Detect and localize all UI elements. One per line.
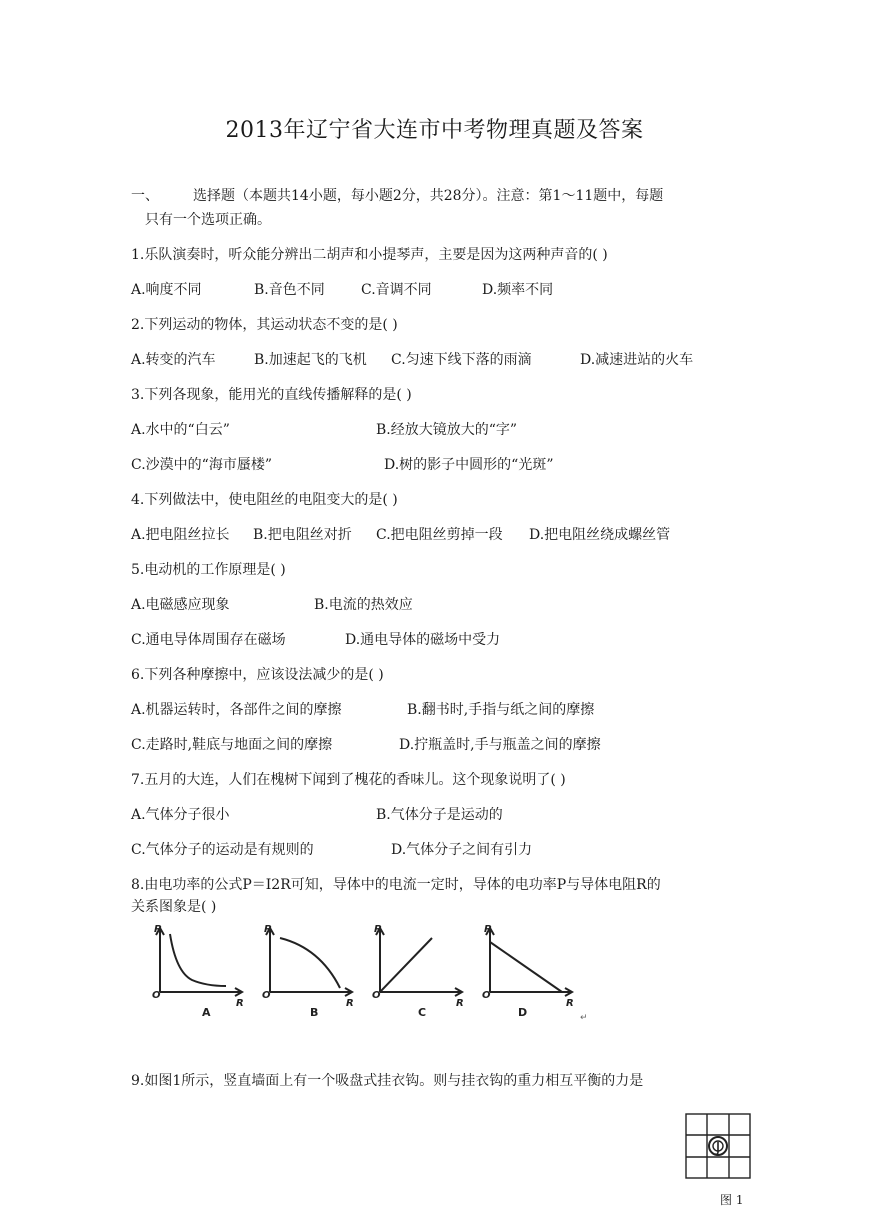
question-2-option-d: D.减速进站的火车 <box>580 352 694 368</box>
section-number: 一、 <box>131 188 159 204</box>
question-7-option-c: C.气体分子的运动是有规则的 <box>131 842 314 858</box>
graph-d-origin: O <box>482 990 491 1001</box>
question-7-stem: 7.五月的大连，人们在槐树下闻到了槐花的香味儿。这个现象说明了( ) <box>131 772 566 788</box>
question-5-option-a: A.电磁感应现象 <box>131 597 230 613</box>
question-1-option-b: B.音色不同 <box>254 282 325 298</box>
question-7-option-b: B.气体分子是运动的 <box>376 807 503 823</box>
question-7-option-d: D.气体分子之间有引力 <box>391 842 533 858</box>
question-3-option-c: C.沙漠中的“海市蜃楼” <box>131 457 272 473</box>
graph-b-curve <box>280 938 340 988</box>
question-6-option-b: B.翻书时,手指与纸之间的摩擦 <box>407 702 595 718</box>
return-mark: ↵ <box>580 1013 588 1022</box>
question-8-graphs <box>140 922 600 1022</box>
figure-1-hook <box>684 1112 754 1182</box>
question-5-option-d: D.通电导体的磁场中受力 <box>345 632 501 648</box>
question-6-option-a: A.机器运转时，各部件之间的摩擦 <box>131 702 342 718</box>
graph-c-origin: O <box>372 990 381 1001</box>
graph-d-line <box>490 942 562 992</box>
question-3-option-a: A.水中的“白云” <box>131 422 230 438</box>
graph-c-line <box>380 938 432 992</box>
question-3-option-d: D.树的影子中圆形的“光斑” <box>384 457 554 473</box>
question-6-option-d: D.拧瓶盖时,手与瓶盖之间的摩擦 <box>399 737 601 753</box>
graph-d <box>486 928 572 996</box>
question-1-option-d: D.频率不同 <box>482 282 554 298</box>
graph-d-y-label: P <box>484 924 492 935</box>
graph-a-curve <box>170 934 226 986</box>
section-instruction-line2: 只有一个选项正确。 <box>145 212 271 228</box>
question-2-stem: 2.下列运动的物体，其运动状态不变的是( ) <box>131 317 398 333</box>
question-5-stem: 5.电动机的工作原理是( ) <box>131 562 286 578</box>
question-6-option-c: C.走路时,鞋底与地面之间的摩擦 <box>131 737 333 753</box>
question-2-option-c: C.匀速下线下落的雨滴 <box>391 352 532 368</box>
graph-a-label: A <box>202 1006 211 1019</box>
graph-b <box>266 928 352 996</box>
graph-c-x-label: R <box>456 998 464 1009</box>
question-4-option-c: C.把电阻丝剪掉一段 <box>376 527 503 543</box>
question-4-option-b: B.把电阻丝对折 <box>253 527 352 543</box>
question-8-stem-line1: 8.由电功率的公式P＝I2R可知，导体中的电流一定时，导体的电功率P与导体电阻R的 <box>131 877 661 893</box>
graph-a-y-label: P <box>154 924 162 935</box>
graph-c-label: C <box>418 1006 427 1019</box>
question-2-option-a: A.转变的汽车 <box>131 352 216 368</box>
graph-b-origin: O <box>262 990 271 1001</box>
question-3-option-b: B.经放大镜放大的“字” <box>376 422 518 438</box>
question-1-option-a: A.响度不同 <box>131 282 202 298</box>
question-1-option-c: C.音调不同 <box>361 282 432 298</box>
graph-c <box>376 928 462 996</box>
graph-a-origin: O <box>152 990 161 1001</box>
question-1-stem: 1.乐队演奏时，听众能分辨出二胡声和小提琴声，主要是因为这两种声音的( ) <box>131 247 608 263</box>
graph-d-x-label: R <box>566 998 574 1009</box>
graph-d-label: D <box>518 1006 528 1019</box>
graph-b-label: B <box>310 1006 319 1019</box>
question-5-option-c: C.通电导体周围存在磁场 <box>131 632 286 648</box>
graph-b-y-label: P <box>264 924 272 935</box>
figure-1-caption: 图 1 <box>720 1193 744 1207</box>
question-6-stem: 6.下列各种摩擦中，应该设法减少的是( ) <box>131 667 384 683</box>
question-4-option-a: A.把电阻丝拉长 <box>131 527 230 543</box>
section-instruction-line1: 选择题（本题共14小题，每小题2分，共28分）。注意：第1～11题中，每题 <box>193 188 664 204</box>
question-8-stem-line2: 关系图象是( ) <box>131 899 217 915</box>
graph-b-x-label: R <box>346 998 354 1009</box>
question-4-stem: 4.下列做法中，使电阻丝的电阻变大的是( ) <box>131 492 398 508</box>
page-title: 2013年辽宁省大连市中考物理真题及答案 <box>225 118 644 143</box>
question-7-option-a: A.气体分子很小 <box>131 807 230 823</box>
question-3-stem: 3.下列各现象，能用光的直线传播解释的是( ) <box>131 387 412 403</box>
question-5-option-b: B.电流的热效应 <box>314 597 413 613</box>
question-2-option-b: B.加速起飞的飞机 <box>254 352 367 368</box>
question-4-option-d: D.把电阻丝绕成螺丝管 <box>529 527 671 543</box>
graph-a-x-label: R <box>236 998 244 1009</box>
graph-c-y-label: P <box>374 924 382 935</box>
graph-a <box>156 928 242 996</box>
question-9-stem: 9.如图1所示，竖直墙面上有一个吸盘式挂衣钩。则与挂衣钩的重力相互平衡的力是 <box>131 1073 644 1089</box>
